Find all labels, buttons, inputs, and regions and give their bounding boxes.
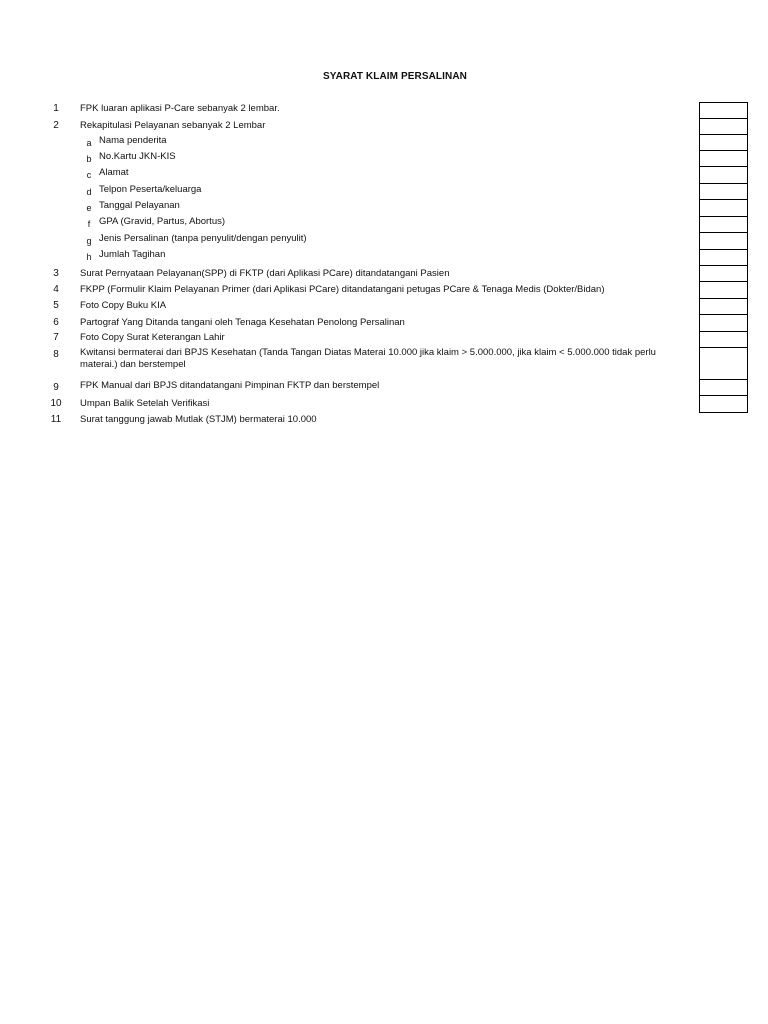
checkbox-cell[interactable] [699, 166, 748, 184]
item-text: Foto Copy Surat Keterangan Lahir [80, 332, 225, 343]
checkbox-cell[interactable] [699, 199, 748, 217]
item-text: FPK luaran aplikasi P-Care sebanyak 2 lembar. [80, 103, 280, 114]
item-number: 11 [50, 414, 62, 425]
item-number: 2 [53, 120, 59, 131]
sub-item-text: GPA (Gravid, Partus, Abortus) [99, 216, 226, 227]
item-number: 5 [53, 300, 59, 311]
sub-item-letter: h [86, 252, 92, 262]
sub-item-text: No.Kartu JKN-KIS [99, 151, 176, 162]
item-number: 4 [53, 284, 59, 295]
item-text: Surat Pernyataan Pelayanan(SPP) di FKTP (dari Aplikasi PCare) ditandatangani Pasien [80, 268, 450, 279]
checkbox-cell[interactable] [699, 265, 748, 282]
item-text: Partograf Yang Ditanda tangani oleh Tenaga Kesehatan Penolong Persalinan [80, 317, 405, 328]
checkbox-cell[interactable] [699, 102, 748, 119]
sub-item-letter: b [86, 154, 92, 164]
checkbox-cell[interactable] [699, 281, 748, 299]
sub-item-letter: c [86, 170, 92, 180]
item-text: Kwitansi bermaterai dari BPJS Kesehatan (Tanda Tangan Diatas Materai 10.000 jika klaim > 5.000.000, jika klaim < 5.000.000 tidak perlu materai.) dan berstempel [80, 347, 656, 370]
sub-item-letter: f [87, 219, 91, 229]
checkbox-cell[interactable] [699, 395, 748, 413]
item-text: FKPP (Formulir Klaim Pelayanan Primer (dari Aplikasi PCare) ditandatangani petugas PCare & Tenaga Medis (Dokter/Bidan) [80, 284, 605, 295]
item-number: 6 [53, 317, 59, 328]
checkbox-cell[interactable] [699, 232, 748, 250]
checkbox-cell[interactable] [699, 331, 748, 348]
checkbox-cell[interactable] [699, 249, 748, 266]
item-number: 3 [53, 268, 59, 279]
item-number: 1 [53, 103, 59, 114]
checkbox-cell[interactable] [699, 298, 748, 315]
sub-item-text: Alamat [99, 167, 129, 178]
sub-item-letter: d [86, 187, 92, 197]
page-title: SYARAT KLAIM PERSALINAN [323, 71, 467, 82]
checkbox-cell[interactable] [699, 379, 748, 396]
sub-item-letter: e [86, 203, 92, 213]
sub-item-text: Telpon Peserta/keluarga [99, 184, 202, 195]
item-text: Surat tanggung jawab Mutlak (STJM) bermaterai 10.000 [80, 414, 317, 425]
item-text: Foto Copy Buku KIA [80, 300, 167, 311]
checkbox-cell[interactable] [699, 314, 748, 332]
item-number: 9 [53, 382, 59, 393]
checkbox-cell[interactable] [699, 150, 748, 167]
checkbox-cell[interactable] [699, 134, 748, 151]
checkbox-cell[interactable] [699, 347, 748, 380]
checkbox-cell[interactable] [699, 118, 748, 135]
sub-item-text: Jumlah Tagihan [99, 249, 166, 260]
item-number: 7 [53, 332, 59, 343]
sub-item-text: Nama penderita [99, 135, 167, 146]
item-number: 8 [53, 349, 59, 360]
checkbox-cell[interactable] [699, 216, 748, 233]
item-text: Umpan Balik Setelah Verifikasi [80, 398, 210, 409]
sub-item-letter: a [86, 138, 92, 148]
item-text: Rekapitulasi Pelayanan sebanyak 2 Lembar [80, 120, 266, 131]
sub-item-text: Jenis Persalinan (tanpa penyulit/dengan penyulit) [99, 233, 307, 244]
item-number: 10 [50, 398, 62, 409]
checkbox-cell[interactable] [699, 183, 748, 200]
item-text: FPK Manual dari BPJS ditandatangani Pimpinan FKTP dan berstempel [80, 380, 380, 391]
sub-item-text: Tanggal Pelayanan [99, 200, 180, 211]
sub-item-letter: g [86, 236, 92, 246]
